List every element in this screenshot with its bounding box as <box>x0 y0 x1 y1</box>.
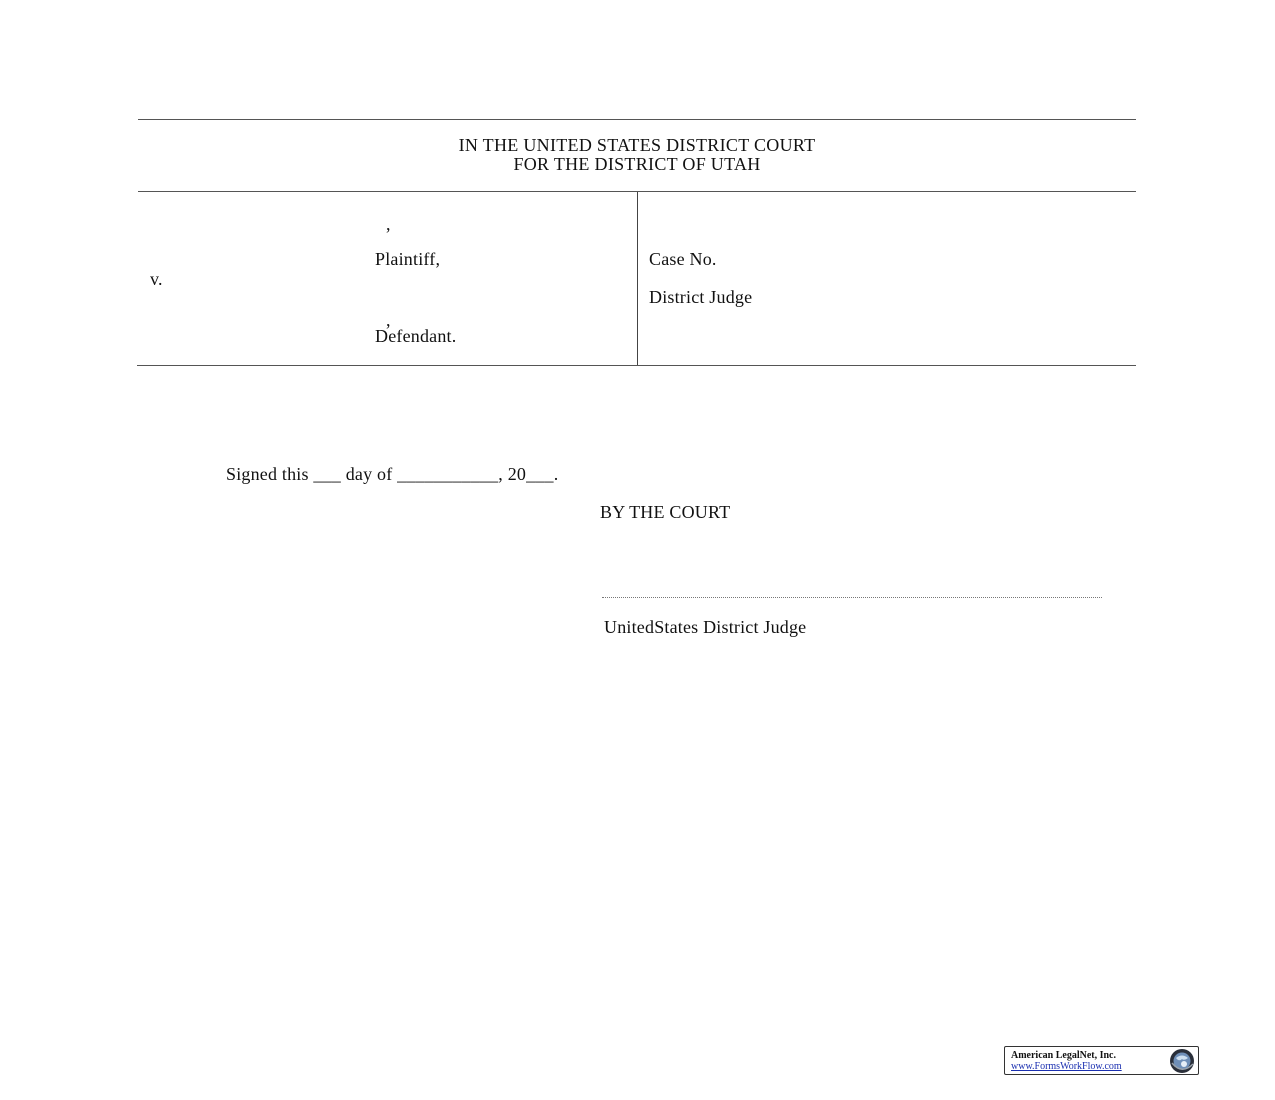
defendant-name-comma: , <box>386 310 391 330</box>
by-the-court-label: BY THE COURT <box>600 502 731 522</box>
district-judge-label: District Judge <box>649 287 753 307</box>
court-title-line-2: FOR THE DISTRICT OF UTAH <box>513 154 761 174</box>
caption-bottom-rule <box>137 365 1136 366</box>
plaintiff-label: Plaintiff, <box>375 249 441 269</box>
publisher-logo[interactable] <box>1004 1046 1199 1075</box>
plaintiff-name-comma: , <box>386 214 391 234</box>
defendant-label: Defendant. <box>375 326 457 346</box>
case-number-label: Case No. <box>649 249 717 269</box>
caption-divider <box>637 192 638 365</box>
publisher-name: American LegalNet, Inc. <box>1011 1050 1116 1061</box>
versus-label: v. <box>150 269 163 289</box>
judge-title: UnitedStates District Judge <box>604 617 807 637</box>
globe-icon <box>1169 1048 1195 1074</box>
publisher-url-link[interactable]: www.FormsWorkFlow.com <box>1011 1061 1122 1072</box>
court-header <box>138 136 1136 174</box>
signed-date-line: Signed this ___ day of ___________, 20___. <box>226 464 559 484</box>
top-rule <box>138 119 1136 120</box>
court-title-line-1: IN THE UNITED STATES DISTRICT COURT <box>458 135 816 155</box>
judge-signature-line <box>602 597 1102 598</box>
